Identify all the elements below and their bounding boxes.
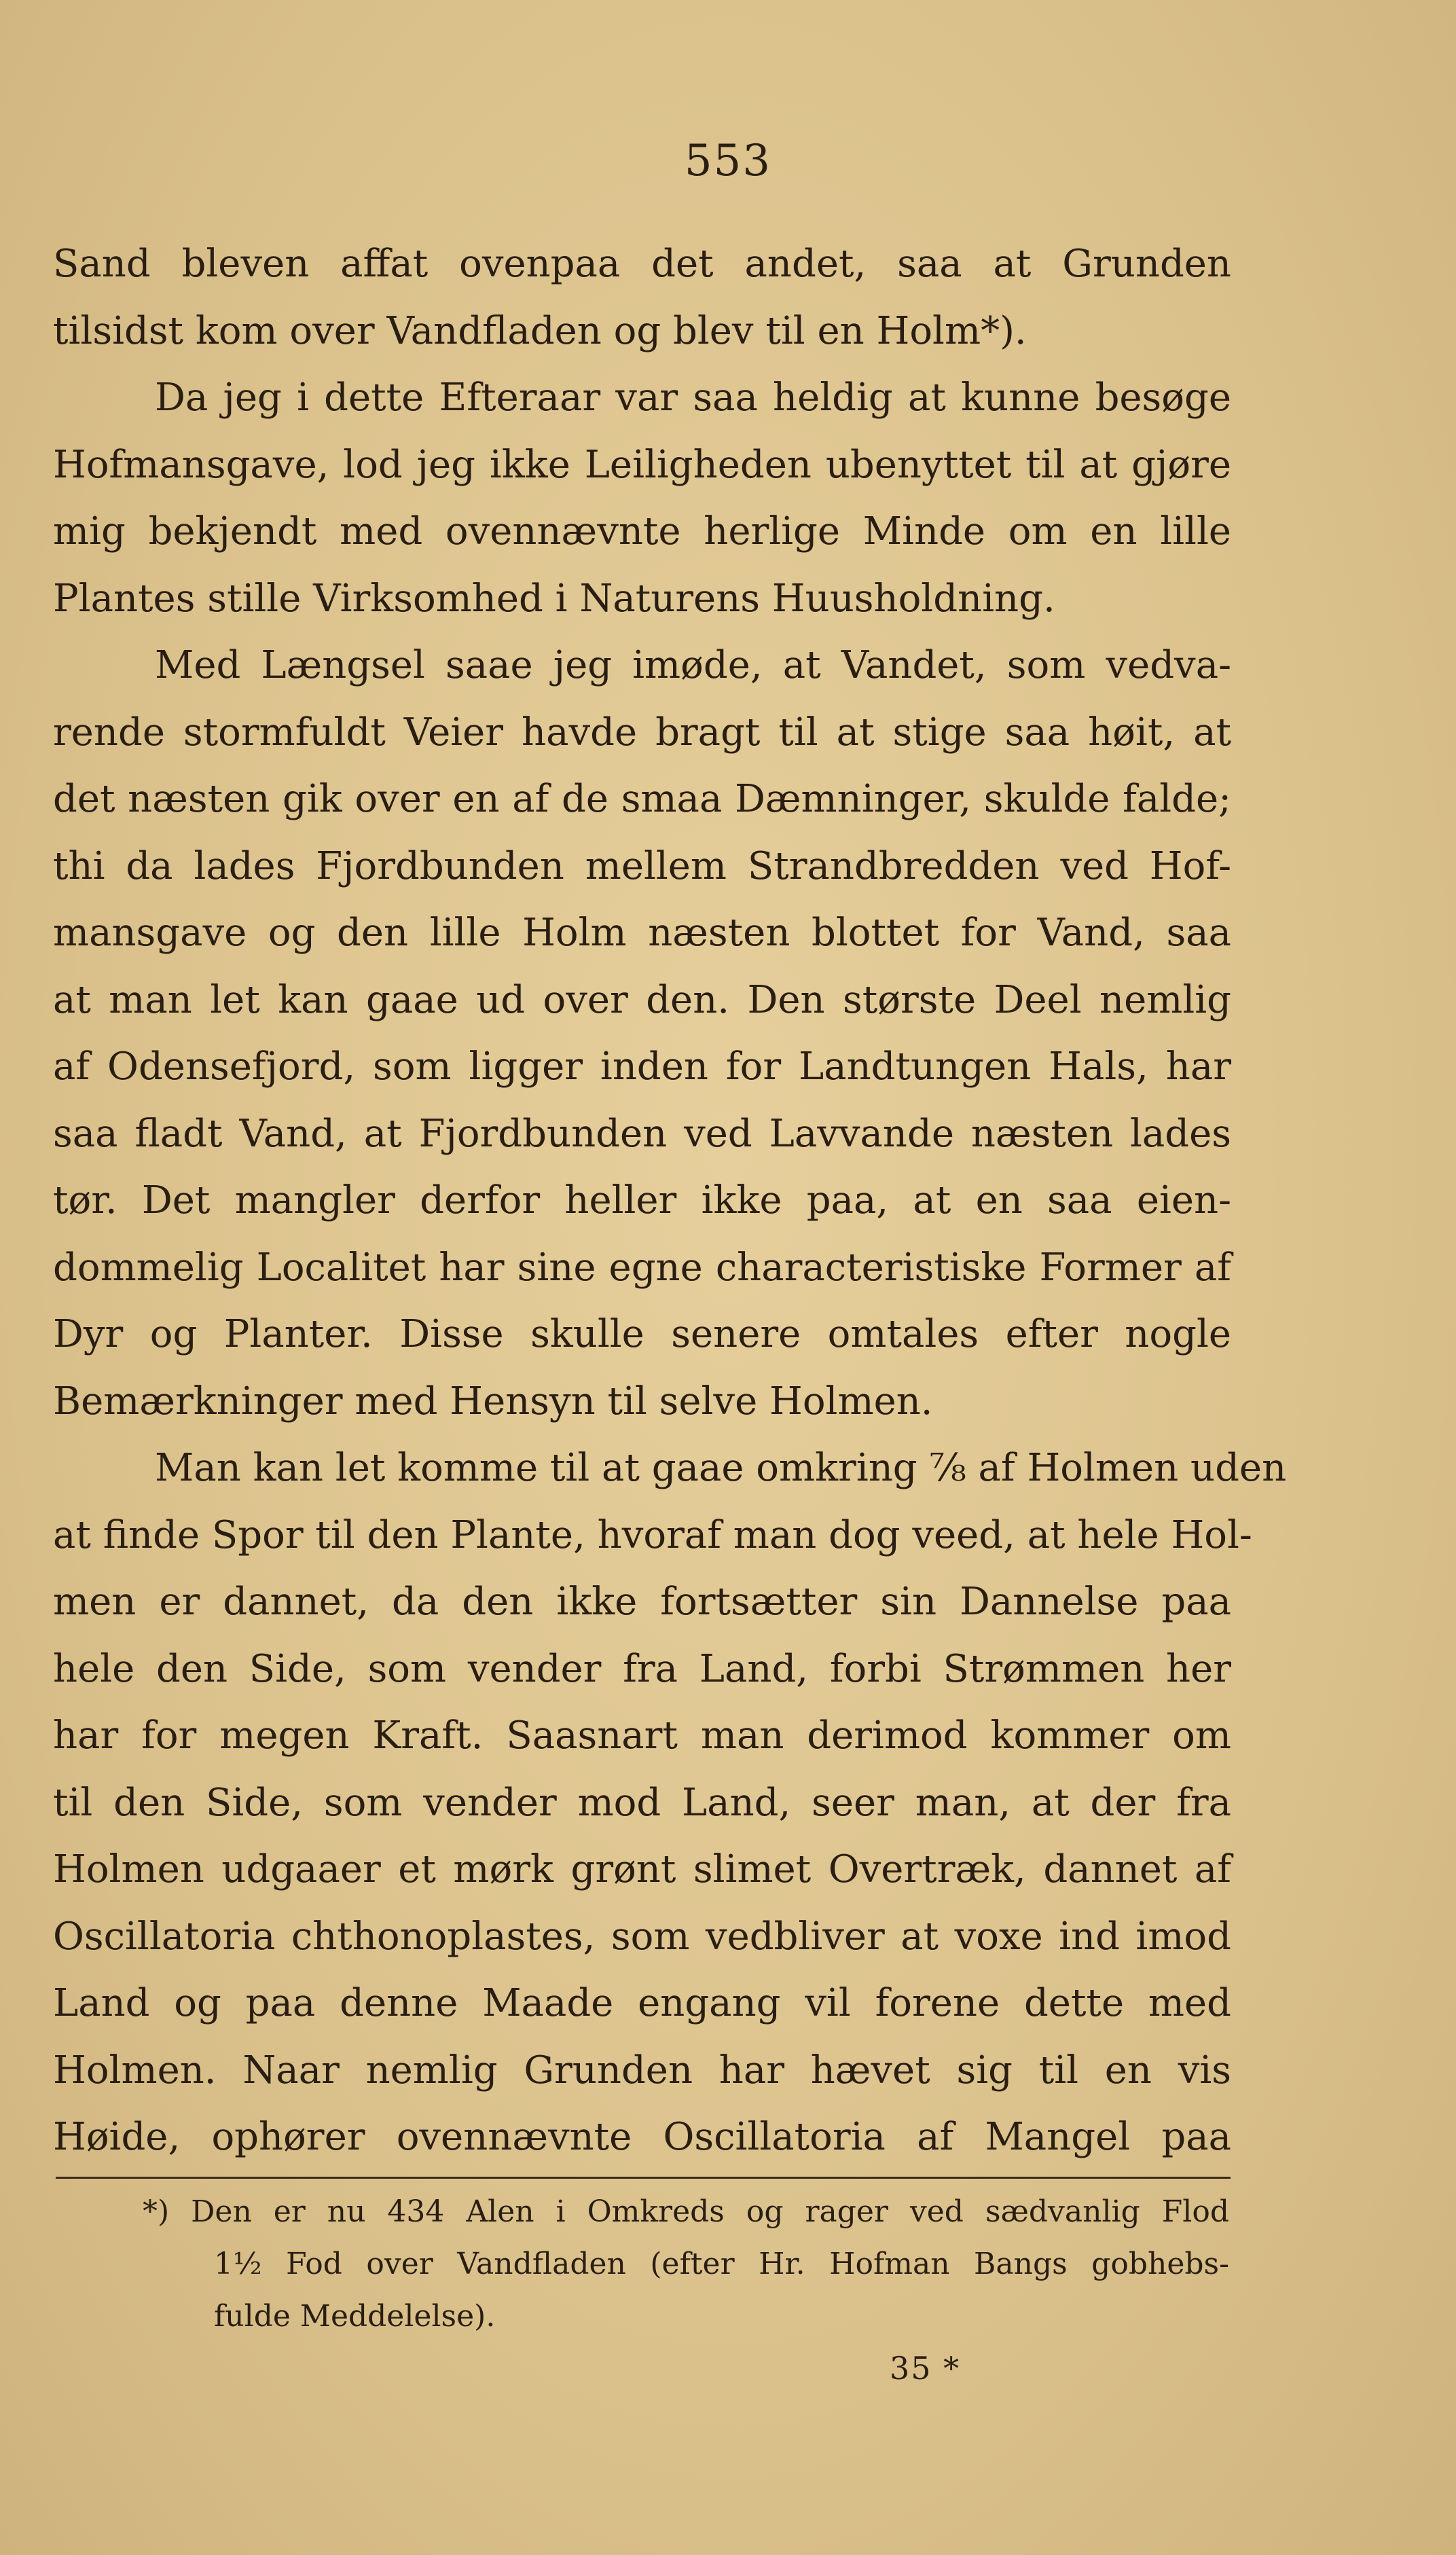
text-line: Dyr og Planter. Disse skulle senere omtales efter nogle <box>53 1312 1231 1356</box>
text-line: Da jeg i dette Efteraar var saa heldig at kunne besøge <box>155 376 1231 420</box>
text-line: Høide, ophører ovennævnte Oscillatoria af Mangel paa <box>53 2115 1231 2159</box>
text-line: har for megen Kraft. Saasnart man derimod kommer om <box>53 1714 1231 1758</box>
text-line: Holmen udgaaer et mørk grønt slimet Overtræk, dannet af <box>53 1847 1231 1891</box>
text-line: Land og paa denne Maade engang vil forene dette med <box>53 1981 1231 2025</box>
text-line: mig bekjendt med ovennævnte herlige Minde om en lille <box>53 509 1231 554</box>
text-line: dommelig Localitet har sine egne characteristiske Former af <box>53 1245 1231 1290</box>
text-line: at man let kan gaae ud over den. Den største Deel nemlig <box>53 977 1231 1022</box>
text-line: Sand bleven affat ovenpaa det andet, saa at Grunden <box>53 242 1231 286</box>
text-line: mansgave og den lille Holm næsten blottet for Vand, saa <box>53 911 1231 955</box>
text-line: tilsidst kom over Vandfladen og blev til en Holm*). <box>53 308 1027 353</box>
text-line: rende stormfuldt Veier havde bragt til at stige saa høit, at <box>53 710 1231 755</box>
footnote-divider <box>56 2177 1231 2179</box>
text-line: at finde Spor til den Plante, hvoraf man dog veed, at hele Hol- <box>53 1512 1252 1557</box>
text-line: saa fladt Vand, at Fjordbunden ved Lavvande næsten lades <box>53 1111 1231 1156</box>
text-line: Man kan let komme til at gaae omkring ⅞ af Holmen uden <box>155 1446 1287 1490</box>
text-line: til den Side, som vender mod Land, seer man, at der fra <box>53 1780 1231 1825</box>
text-line: hele den Side, som vender fra Land, forbi Strømmen her <box>53 1646 1231 1691</box>
footnote-line: *) Den er nu 434 Alen i Omkreds og rager ved sædvanlig Flod <box>143 2194 1229 2229</box>
text-line: Plantes stille Virksomhed i Naturens Huusholdning. <box>53 576 1055 621</box>
text-line: Hofmansgave, lod jeg ikke Leiligheden ubenyttet til at gjøre <box>53 442 1231 487</box>
footnote-line: 1½ Fod over Vandfladen (efter Hr. Hofman Bangs gobhebs- <box>214 2247 1229 2281</box>
footnotes <box>143 2186 1229 2342</box>
page-number: 553 <box>684 136 772 186</box>
text-line: Med Længsel saae jeg imøde, at Vandet, som vedva- <box>155 643 1231 687</box>
text-line: thi da lades Fjordbunden mellem Strandbredden ved Hof- <box>53 844 1231 888</box>
text-line: tør. Det mangler derfor heller ikke paa, at en saa eien- <box>53 1178 1231 1222</box>
text-line: men er dannet, da den ikke fortsætter sin Dannelse paa <box>53 1580 1231 1624</box>
text-line: Oscillatoria chthonoplastes, som vedbliver at voxe ind imod <box>53 1914 1231 1959</box>
footnote-line: fulde Meddelelse). <box>214 2299 496 2334</box>
body-text <box>53 231 1287 2171</box>
text-line: det næsten gik over en af de smaa Dæmninger, skulde falde; <box>53 777 1231 821</box>
text-line: Holmen. Naar nemlig Grunden har hævet sig til en vis <box>53 2048 1231 2092</box>
signature-mark: 35 * <box>890 2350 961 2387</box>
text-line: af Odensefjord, som ligger inden for Landtungen Hals, har <box>53 1045 1231 1089</box>
text-line: Bemærkninger med Hensyn til selve Holmen. <box>53 1379 933 1424</box>
